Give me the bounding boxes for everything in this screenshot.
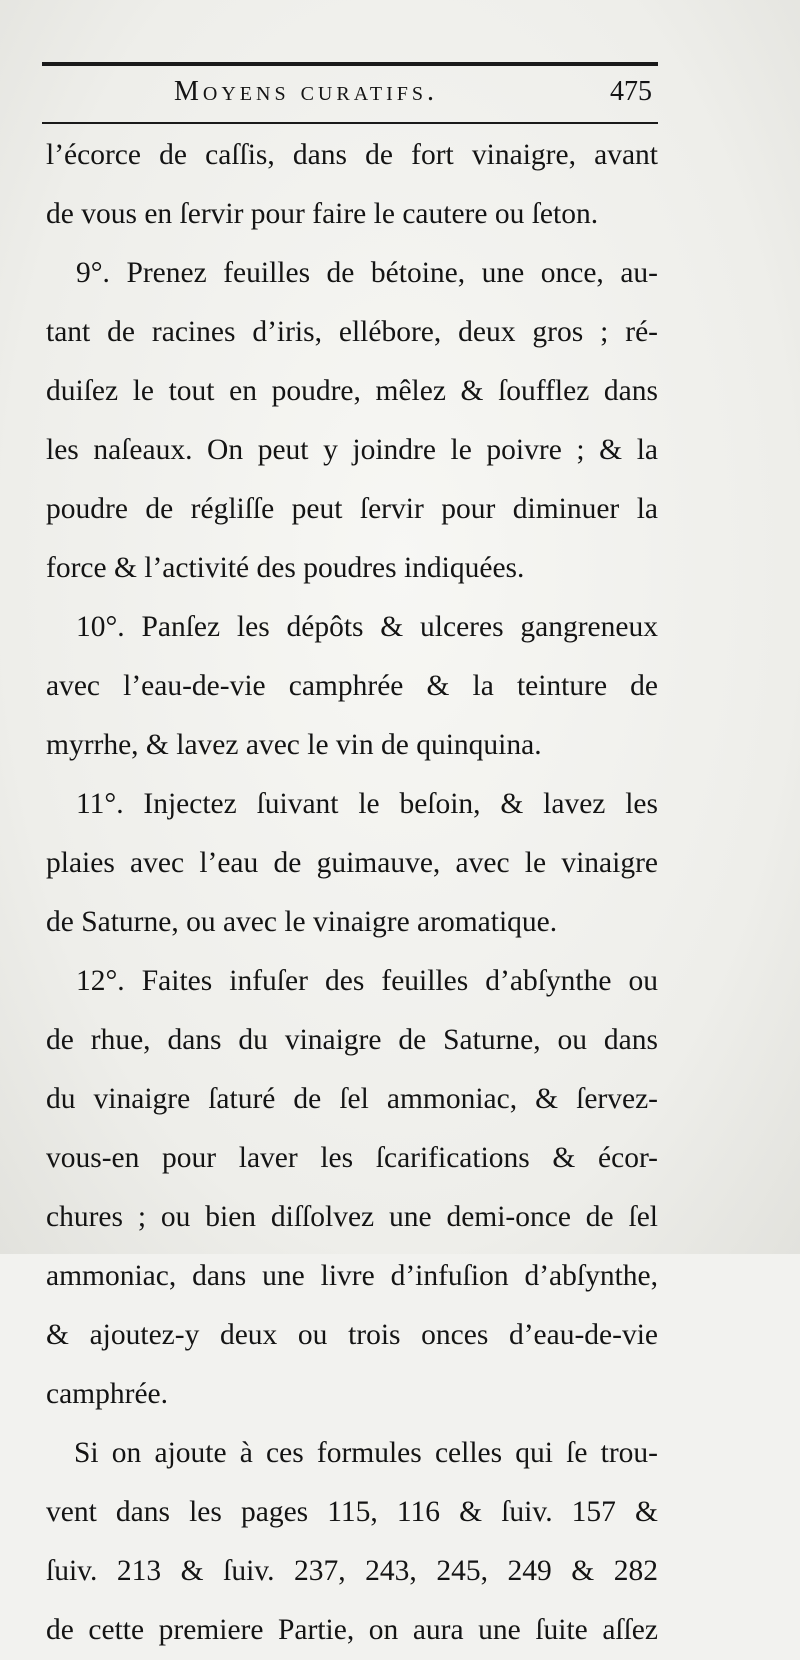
text-line: avec l’eau-de-vie camphrée & la teinture de [46, 670, 658, 702]
text-line: ſuiv. 213 & ſuiv. 237, 243, 245, 249 & 282 [46, 1555, 658, 1587]
top-rule [42, 62, 658, 66]
text-line: de cette premiere Partie, on aura une ſuite aſſez [46, 1614, 658, 1646]
text-line: & ajoutez-y deux ou trois onces d’eau-de-vie [46, 1319, 658, 1351]
text-line: les naſeaux. On peut y joindre le poivre ; & la [46, 434, 658, 466]
text-line: de rhue, dans du vinaigre de Saturne, ou dans [46, 1024, 658, 1056]
text-line: force & l’activité des poudres indiquées. [46, 552, 525, 584]
text-line: chures ; ou bien diſſolvez une demi-once de ſel [46, 1201, 658, 1233]
text-line: duiſez le tout en poudre, mêlez & ſoufflez dans [46, 375, 658, 407]
text-line: 10°. Panſez les dépôts & ulceres gangreneux [76, 611, 658, 643]
body-text [46, 126, 658, 1660]
header-rule [42, 122, 658, 124]
page-header [42, 72, 658, 112]
text-line: camphrée. [46, 1378, 169, 1410]
page-number: 475 [610, 76, 652, 107]
text-line: l’écorce de caſſis, dans de fort vinaigre, avant [46, 139, 658, 171]
text-line: de vous en ſervir pour faire le cautere ou ſeton. [46, 198, 599, 230]
text-line: 11°. Injectez ſuivant le beſoin, & lavez les [76, 788, 658, 820]
text-line: Si on ajoute à ces formules celles qui ſe trou- [74, 1437, 658, 1469]
text-line: 12°. Faites infuſer des feuilles d’abſynthe ou [76, 965, 658, 997]
text-line: myrrhe, & lavez avec le vin de quinquina. [46, 729, 542, 761]
text-line: vent dans les pages 115, 116 & ſuiv. 157 & [46, 1496, 658, 1528]
text-line: de Saturne, ou avec le vinaigre aromatique. [46, 906, 558, 938]
running-head: Moyens curatifs. [174, 76, 439, 107]
text-line: 9°. Prenez feuilles de bétoine, une once, au- [76, 257, 658, 289]
text-line: ammoniac, dans une livre d’infuſion d’abſynthe, [46, 1260, 658, 1292]
text-line: vous-en pour laver les ſcarifications & écor- [46, 1142, 658, 1174]
text-line: plaies avec l’eau de guimauve, avec le vinaigre [46, 847, 658, 879]
text-line: du vinaigre ſaturé de ſel ammoniac, & ſervez- [46, 1083, 658, 1115]
text-line: poudre de régliſſe peut ſervir pour diminuer la [46, 493, 658, 525]
text-line: tant de racines d’iris, ellébore, deux gros ; ré- [46, 316, 658, 348]
